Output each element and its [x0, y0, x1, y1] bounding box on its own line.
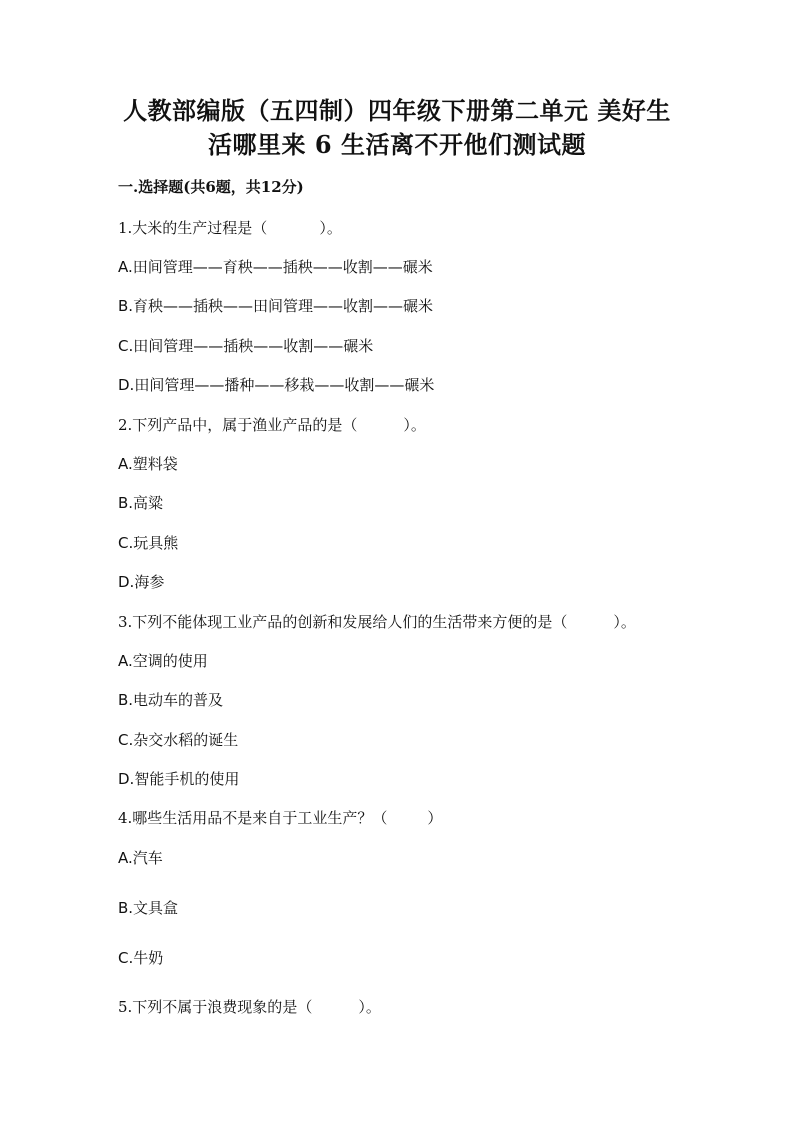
question-4-option-c: C.牛奶 [118, 949, 164, 967]
question-3-option-d: D.智能手机的使用 [118, 770, 240, 788]
question-4-option-a: A.汽车 [118, 849, 163, 867]
question-stem-end: ） [427, 809, 443, 827]
question-2-stem [118, 415, 426, 435]
question-stem-end: ）。 [358, 998, 381, 1016]
document-title-line-1: 人教部编版（五四制）四年级下册第二单元 美好生 [123, 96, 671, 125]
question-4-option-b: B.文具盒 [118, 899, 179, 917]
question-1-option-c: C.田间管理——插秧——收割——碾米 [118, 337, 374, 355]
question-2-option-d: D.海参 [118, 573, 165, 591]
question-stem-text: 3.下列不能体现工业产品的创新和发展给人们的生活带来方便的是（ [118, 613, 568, 631]
question-1-stem [118, 218, 342, 238]
question-2-option-c: C.玩具熊 [118, 534, 179, 552]
question-3-stem [118, 612, 636, 632]
question-5-stem [118, 997, 381, 1017]
question-3-option-b: B.电动车的普及 [118, 691, 224, 709]
question-1-option-d: D.田间管理——播种——移栽——收割——碾米 [118, 376, 435, 394]
question-stem-text: 5.下列不属于浪费现象的是（ [118, 998, 313, 1016]
question-3-option-c: C.杂交水稻的诞生 [118, 731, 239, 749]
question-1-option-b: B.育秧——插秧——田间管理——收割——碾米 [118, 297, 434, 315]
section-heading-choice: 一.选择题(共6题，共12分) [118, 178, 304, 196]
question-1-option-a: A.田间管理——育秧——插秧——收割——碾米 [118, 258, 433, 276]
question-2-option-b: B.高粱 [118, 494, 164, 512]
question-stem-end: ）。 [403, 416, 426, 434]
question-2-option-a: A.塑料袋 [118, 455, 178, 473]
question-stem-end: ）。 [613, 613, 636, 631]
question-3-option-a: A.空调的使用 [118, 652, 208, 670]
question-stem-text: 4.哪些生活用品不是来自于工业生产？（ [118, 809, 388, 827]
question-stem-text: 1.大米的生产过程是（ [118, 219, 268, 237]
question-stem-end: ）。 [319, 219, 342, 237]
document-title-line-2: 活哪里来 6 生活离不开他们测试题 [208, 130, 586, 159]
question-stem-text: 2.下列产品中，属于渔业产品的是（ [118, 416, 358, 434]
question-4-stem [118, 808, 442, 828]
